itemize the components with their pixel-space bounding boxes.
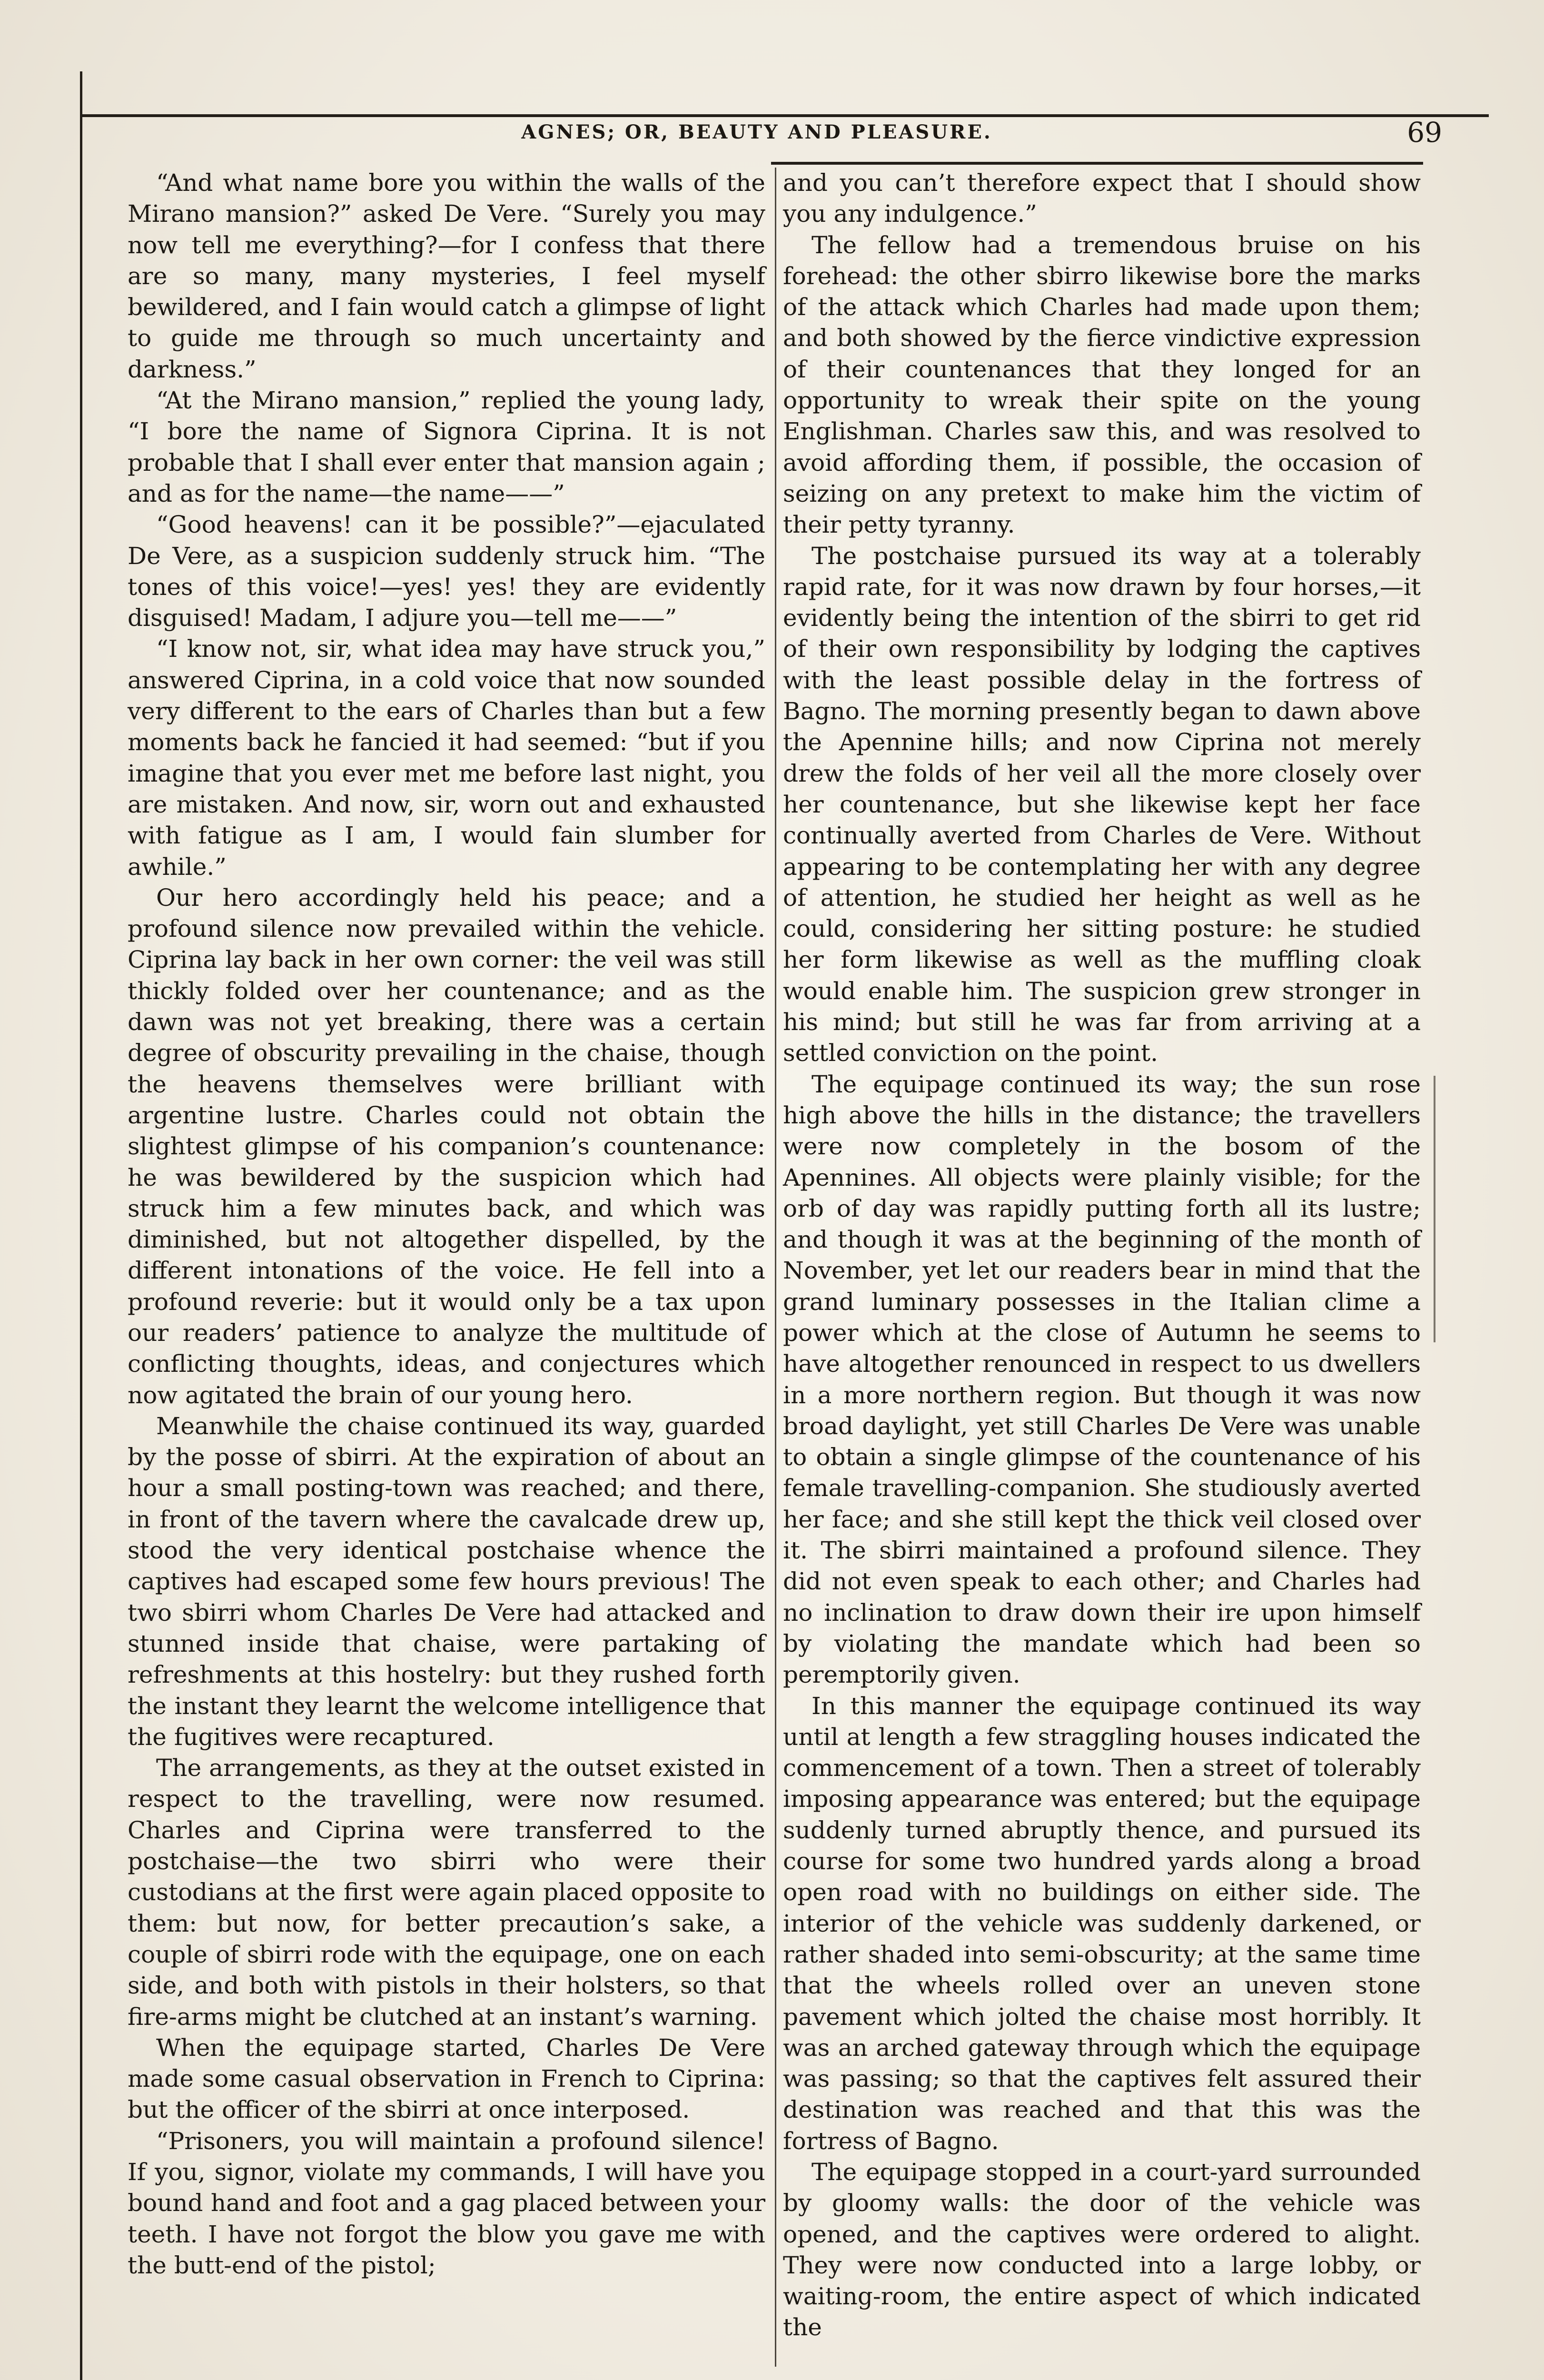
left-text-column [128,168,765,2281]
paragraph-continued: and you can’t therefore expect that I should show you any indulgence.” [783,169,1421,228]
paragraph: Meanwhile the chaise continued its way, guarded by the posse of sbirri. At the expiration of about an hour a small posting-town was reached; and there, in front of the tavern where the cavalcade drew up, stood the very identical postchaise whence the captives had escaped some few hours previous! The two sbirri whom Charles De Vere had attacked and stunned inside that chaise, were partaking of refreshments at this hostelry: but they rushed forth the instant they learnt the welcome intelligence that the fugitives were recaptured. [128,1412,765,1751]
paragraph: In this manner the equipage continued its way until at length a few straggling houses indicated the commencement of a town. Then a street of tolerably imposing appearance was entered; but the equipage suddenly turned abruptly thence, and pursued its course for some two hundred yards along a broad open road with no buildings on either side. The interior of the vehicle was suddenly darkened, or rather shaded into semi-obscurity; at the same time that the wheels rolled over an uneven stone pavement which jolted the chaise most horribly. It was an arched gateway through which the equipage was passing; so that the captives felt assured their destination was reached and that this was the fortress of Bagno. [783,1692,1421,2155]
paragraph: “I know not, sir, what idea may have struck you,” answered Ciprina, in a cold voice that now sounded very different to the ears of Charles than but a few moments back he fancied it had seemed: “but if you imagine that you ever met me before last night, you are mistaken. And now, sir, worn out and exhausted with fatigue as I am, I would fain slumber for awhile.” [128,635,765,881]
paragraph: Our hero accordingly held his peace; and a profound silence now prevailed within the vehicle. Ciprina lay back in her own corner: the veil was still thickly folded over her countenance; and as the dawn was not yet breaking, there was a certain degree of obscurity prevailing in the chaise, though the heavens themselves were brilliant with argentine lustre. Charles could not obtain the slightest glimpse of his companion’s countenance: he was bewildered by the suspicion which had struck him a few minutes back, and which was diminished, but not altogether dispelled, by the different intonations of the voice. He fell into a profound reverie: but it would only be a tax upon our readers’ patience to analyze the multitude of conflicting thoughts, ideas, and conjectures which now agitated the brain of our young hero. [128,883,765,1409]
right-margin-mark [1434,1076,1435,1342]
column-divider [775,168,776,2367]
paragraph: The fellow had a tremendous bruise on his forehead: the other sbirro likewise bore the marks of the attack which Charles had made upon them; and both showed by the fierce vindictive expression of their countenances that they longed for an opportunity to wreak their spite on the young Englishman. Charles saw this, and was resolved to avoid affording them, if possible, the occasion of seizing on any pretext to make him the victim of their petty tyranny. [783,231,1421,539]
paragraph: The arrangements, as they at the outset existed in respect to the travelling, were now resumed. Charles and Ciprina were transferred to the postchaise—the two sbirri who were their custodians at the first were again placed opposite to them: but now, for better precaution’s sake, a couple of sbirri rode with the equipage, one on each side, and both with pistols in their holsters, so that fire-arms might be clutched at an instant’s warning. [128,1754,765,2031]
paragraph: The equipage stopped in a court-yard surrounded by gloomy walls: the door of the vehicle was opened, and the captives were ordered to alight. They were now conducted into a large lobby, or waiting-room, the entire aspect of which indicated the [783,2158,1421,2341]
paragraph: The postchaise pursued its way at a tolerably rapid rate, for it was now drawn by four horses,—it evidently being the intention of the sbirri to get rid of their own responsibility by lodging the captives with the least possible delay in the fortress of Bagno. The morning presently began to dawn above the Apennine hills; and now Ciprina not merely drew the folds of her veil all the more closely over her countenance, but she likewise kept her face continually averted from Charles de Vere. Without appearing to be contemplating her with any degree of attention, he studied her height as well as he could, considering her sitting posture: he studied her form likewise as well as the muffling cloak would enable him. The suspicion grew stronger in his mind; but still he was far from arriving at a settled conviction on the point. [783,542,1421,1067]
page-header [157,113,1442,151]
page-number: 69 [1407,116,1442,149]
paragraph: The equipage continued its way; the sun rose high above the hills in the distance; the travellers were now completely in the bosom of the Apennines. All objects were plainly visible; for the orb of day was rapidly putting forth all its lustre; and though it was at the beginning of the month of November, yet let our readers bear in mind that the grand luminary possesses in the Italian clime a power which at the close of Autumn he seems to have altogether renounced in respect to us dwellers in a more northern region. But though it was now broad daylight, yet still Charles De Vere was unable to obtain a single glimpse of the countenance of his female travelling-companion. She studiously averted her face; and she still kept the thick veil closed over it. The sbirri maintained a profound silence. They did not even speak to each other; and Charles had no inclination to draw down their ire upon himself by violating the mandate which had been so peremptorily given. [783,1070,1421,1689]
paragraph: “At the Mirano mansion,” replied the young lady, “I bore the name of Signora Ciprina. It is not probable that I shall ever enter that mansion again ; and as for the name—the name——” [128,387,765,507]
paragraph: “Prisoners, you will maintain a profound silence! If you, signor, violate my commands, I will have you bound hand and foot and a gag placed between your teeth. I have not forgot the blow you gave me with the butt-end of the pistol; [128,2127,765,2279]
header-rule-right [771,162,1423,165]
right-text-column [783,168,1421,2343]
paragraph: “Good heavens! can it be possible?”—ejaculated De Vere, as a suspicion suddenly struck him. “The tones of this voice!—yes! yes! they are evidently disguised! Madam, I adjure you—tell me——” [128,511,765,632]
paragraph: “And what name bore you within the walls of the Mirano mansion?” asked De Vere. “Surely you may now tell me everything?—for I confess that there are so many, many mysteries, I feel myself bewildered, and I fain would catch a glimpse of light to guide me through so much uncertainty and darkness.” [128,169,765,383]
left-border-rule [80,71,82,2380]
paragraph: When the equipage started, Charles De Vere made some casual observation in French to Ciprina: but the officer of the sbirri at once interposed. [128,2033,765,2124]
running-title: AGNES; OR, BEAUTY AND PLEASURE. [521,121,992,143]
